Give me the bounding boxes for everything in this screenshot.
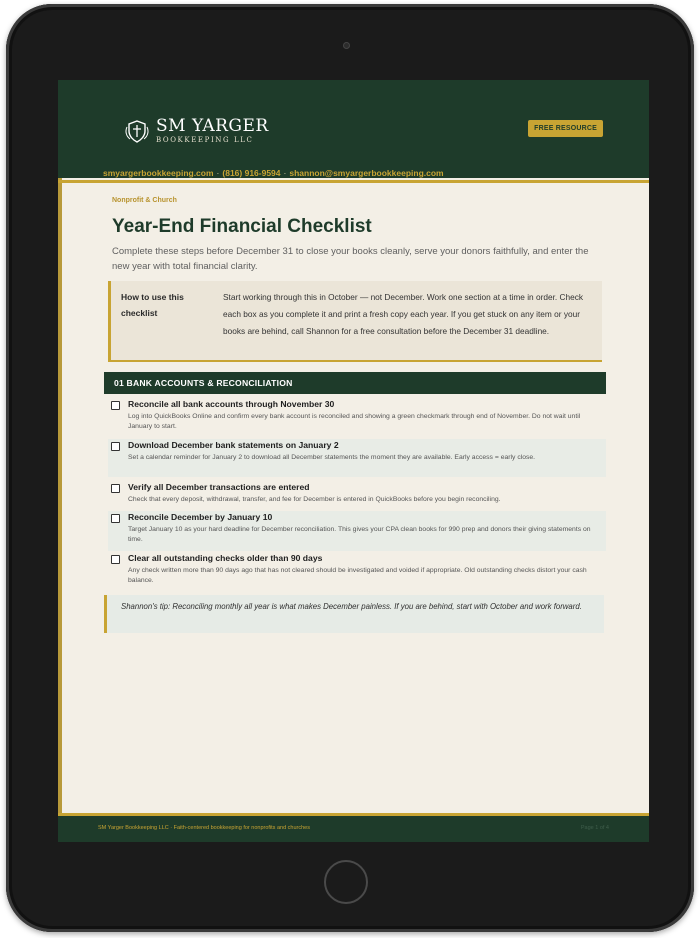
task-checkbox[interactable]: [111, 484, 120, 493]
header-divider: [58, 180, 649, 183]
camera-icon: [343, 42, 350, 49]
document-screen[interactable]: [58, 80, 649, 842]
phone-link[interactable]: (816) 916-9594: [222, 168, 281, 178]
how-to-text: Start working through this in October — not December. Work one section at a time in order. Check each box as you complete it and print a fresh copy each year. If you get stuck on any item or your books are behind, call Shannon for a free consultation before the December 31 deadline.: [223, 292, 584, 336]
tablet-frame: [6, 4, 694, 932]
page-title: Year-End Financial Checklist: [112, 216, 372, 237]
section-header: 01 BANK ACCOUNTS & RECONCILIATION: [104, 372, 606, 394]
task-item: [108, 398, 606, 436]
footer-company: SM Yarger Bookkeeping LLC · Faith-centered bookkeeping for nonprofits and churches: [98, 825, 310, 831]
document-header: [58, 80, 649, 178]
task-title: Reconcile December by January 10: [128, 512, 273, 522]
how-to-box: [108, 281, 602, 361]
task-checkbox[interactable]: [111, 555, 120, 564]
task-title: Download December bank statements on January 2: [128, 440, 339, 450]
tip-callout: Shannon's tip: Reconciling monthly all year is what makes December painless. If you are behind, start with October and work forward.: [104, 595, 604, 633]
intro-text: Complete these steps before December 31 to close your books cleanly, serve your donors faithfully, and enter the new year with total financial clarity.: [112, 246, 589, 272]
task-checkbox[interactable]: [111, 442, 120, 451]
task-title: Verify all December transactions are entered: [128, 482, 310, 492]
website-link[interactable]: smyargerbookkeeping.com: [103, 168, 214, 178]
category-label: Nonprofit & Church: [112, 197, 177, 204]
task-description: Any check written more than 90 days ago that has not cleared should be investigated and voided if appropriate. Old outstanding checks distort your cash balance.: [128, 567, 587, 584]
how-to-label: How to use this checklist: [121, 292, 184, 318]
task-item: [108, 552, 606, 590]
company-logo: [124, 118, 269, 144]
email-link[interactable]: shannon@smyargerbookkeeping.com: [289, 168, 444, 178]
contact-separator: ·: [216, 168, 220, 178]
free-resource-badge: FREE RESOURCE: [528, 120, 603, 137]
task-checkbox[interactable]: [111, 514, 120, 523]
task-description: Set a calendar reminder for January 2 to download all December statements the moment they are available. Early access = early close.: [128, 454, 536, 461]
task-item: [108, 439, 606, 477]
task-item: [108, 511, 606, 551]
page-number: Page 1 of 4: [580, 825, 609, 831]
shield-crest-icon: [124, 118, 150, 144]
task-description: Target January 10 as your hard deadline for December reconciliation. This gives your CPA clean books for 990 prep and donors their giving statements on time.: [128, 526, 591, 543]
logo-name: SM YARGER: [156, 116, 269, 136]
task-title: Reconcile all bank accounts through November 30: [128, 399, 335, 409]
logo-subtitle: BOOKKEEPING LLC: [156, 136, 254, 144]
how-to-divider: [108, 360, 602, 362]
task-description: Log into QuickBooks Online and confirm every bank account is reconciled and showing a green checkmark through end of November. Do not wait until January to start.: [128, 413, 581, 430]
document-footer: [58, 813, 649, 842]
task-description: Check that every deposit, withdrawal, transfer, and fee for December is entered in QuickBooks before you begin reconciling.: [128, 496, 501, 503]
task-checkbox[interactable]: [111, 401, 120, 410]
gold-edge-accent: [58, 80, 62, 842]
home-button[interactable]: [324, 860, 368, 904]
contact-bar: [58, 168, 649, 180]
task-title: Clear all outstanding checks older than 90 days: [128, 553, 323, 563]
intro-block: [112, 197, 608, 274]
task-item: [108, 481, 606, 509]
contact-separator: ·: [283, 168, 287, 178]
